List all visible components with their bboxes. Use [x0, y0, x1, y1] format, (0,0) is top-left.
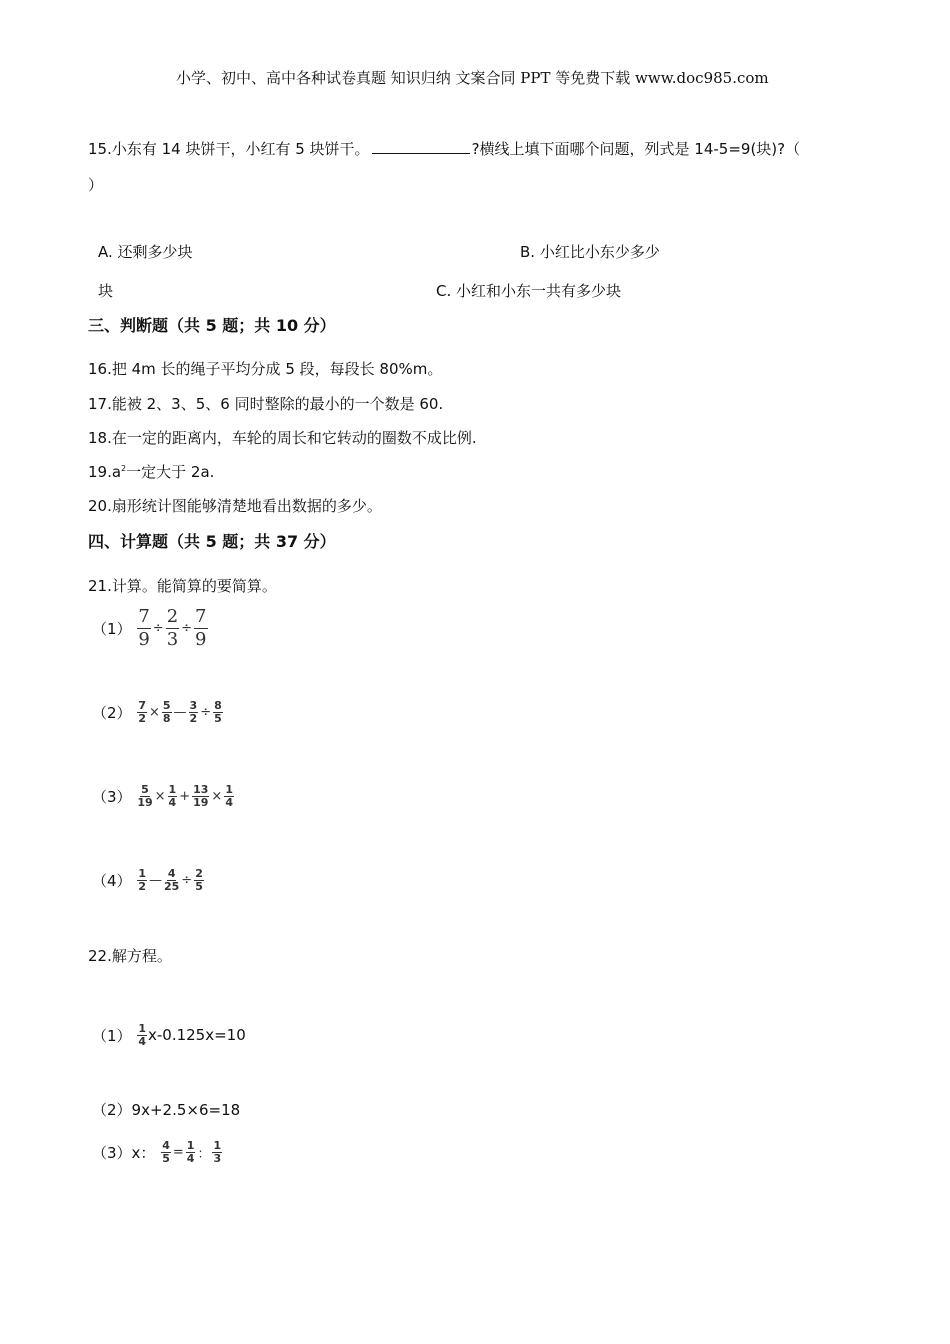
fraction: $\frac{4}{25}$ — [163, 867, 180, 893]
operator: ： — [197, 1147, 211, 1162]
q15-text: 15.小东有 14 块饼干，小红有 5 块饼干。 — [88, 140, 370, 158]
operator: ÷ — [181, 621, 193, 636]
question-18: 18.在一定的距离内，车轮的周长和它转动的圈数不成比例. — [88, 429, 477, 447]
operator: × — [154, 789, 166, 804]
option-c[interactable]: C. 小红和小东一共有多少块 — [436, 282, 622, 300]
operator: × — [211, 789, 223, 804]
equation-1 — [92, 1023, 246, 1048]
operator: = — [172, 1145, 184, 1160]
fraction: $\frac{13}{19}$ — [193, 783, 209, 809]
q19-a: 19.a — [88, 463, 122, 481]
fraction: $\frac{5}{19}$ — [137, 783, 153, 809]
operator: ÷ — [152, 621, 164, 636]
fraction: $\frac{8}{5}$ — [214, 699, 222, 725]
operator: ÷ — [181, 873, 193, 888]
q19-text: 一定大于 2a. — [126, 463, 215, 481]
question-20: 20.扇形统计图能够清楚地看出数据的多少。 — [88, 497, 382, 515]
question-16: 16.把 4m 长的绳子平均分成 5 段，每段长 80%m。 — [88, 360, 443, 378]
answer-blank — [372, 139, 470, 154]
option-b-cont: 块 — [98, 282, 114, 300]
operator: + — [179, 789, 191, 804]
fraction: $\frac{2}{3}$ — [166, 606, 179, 650]
fraction: $\frac{1}{4}$ — [168, 783, 177, 809]
item-label: （2） — [92, 1101, 132, 1119]
calc-1 — [92, 606, 209, 651]
equation-text: 9x+2.5×6=18 — [131, 1101, 241, 1119]
fraction: $\frac{1}{4}$ — [225, 783, 233, 809]
item-label: （1） — [92, 1027, 132, 1045]
item-label: （3） — [92, 1144, 132, 1162]
operator: — — [173, 705, 187, 720]
item-label: （3） — [92, 788, 132, 806]
operator: × — [148, 705, 160, 720]
question-22-title: 22.解方程。 — [88, 947, 172, 965]
fraction: $\frac{7}{9}$ — [195, 606, 207, 650]
equation-text: x-0.125x=10 — [147, 1026, 246, 1044]
fraction: $\frac{2}{5}$ — [195, 867, 203, 893]
operator: ÷ — [200, 705, 212, 720]
calc-3 — [92, 784, 235, 809]
option-b[interactable]: B. 小红比小东少多少 — [520, 243, 660, 261]
calc-4 — [92, 868, 205, 893]
fraction: $\frac{1}{2}$ — [138, 867, 146, 893]
question-19 — [88, 461, 214, 482]
equation-2 — [92, 1099, 240, 1120]
page-header: 小学、初中、高中各种试卷真题 知识归纳 文案合同 PPT 等免费下载 www.doc985.com — [176, 69, 769, 87]
fraction: $\frac{1}{4}$ — [138, 1022, 146, 1048]
item-label: （2） — [92, 704, 132, 722]
fraction: $\frac{1}{4}$ — [186, 1139, 195, 1165]
item-label: （4） — [92, 872, 132, 890]
question-21-title: 21.计算。能简算的要简算。 — [88, 577, 277, 595]
option-a[interactable]: A. 还剩多少块 — [98, 243, 193, 261]
superscript: 2 — [121, 464, 127, 473]
section-4-heading: 四、计算题（共 5 题；共 37 分） — [88, 532, 336, 551]
q15-close-paren: ） — [88, 176, 104, 194]
operator: — — [148, 873, 162, 888]
item-label: （1） — [92, 620, 132, 638]
section-3-heading: 三、判断题（共 5 题；共 10 分） — [88, 316, 336, 335]
fraction: $\frac{5}{8}$ — [162, 699, 171, 725]
q15-text-cont: ?横线上填下面哪个问题，列式是 14-5=9(块)?（ — [471, 140, 801, 158]
equation-text: x： — [131, 1144, 156, 1162]
equation-3 — [92, 1140, 223, 1165]
fraction: $\frac{4}{5}$ — [162, 1139, 170, 1165]
question-17: 17.能被 2、3、5、6 同时整除的最小的一个数是 60. — [88, 395, 444, 413]
calc-2 — [92, 700, 224, 725]
fraction: $\frac{7}{9}$ — [138, 606, 150, 650]
fraction: $\frac{7}{2}$ — [138, 699, 146, 725]
question-15 — [88, 138, 800, 159]
fraction: $\frac{1}{3}$ — [213, 1139, 222, 1165]
fraction: $\frac{3}{2}$ — [189, 699, 198, 725]
